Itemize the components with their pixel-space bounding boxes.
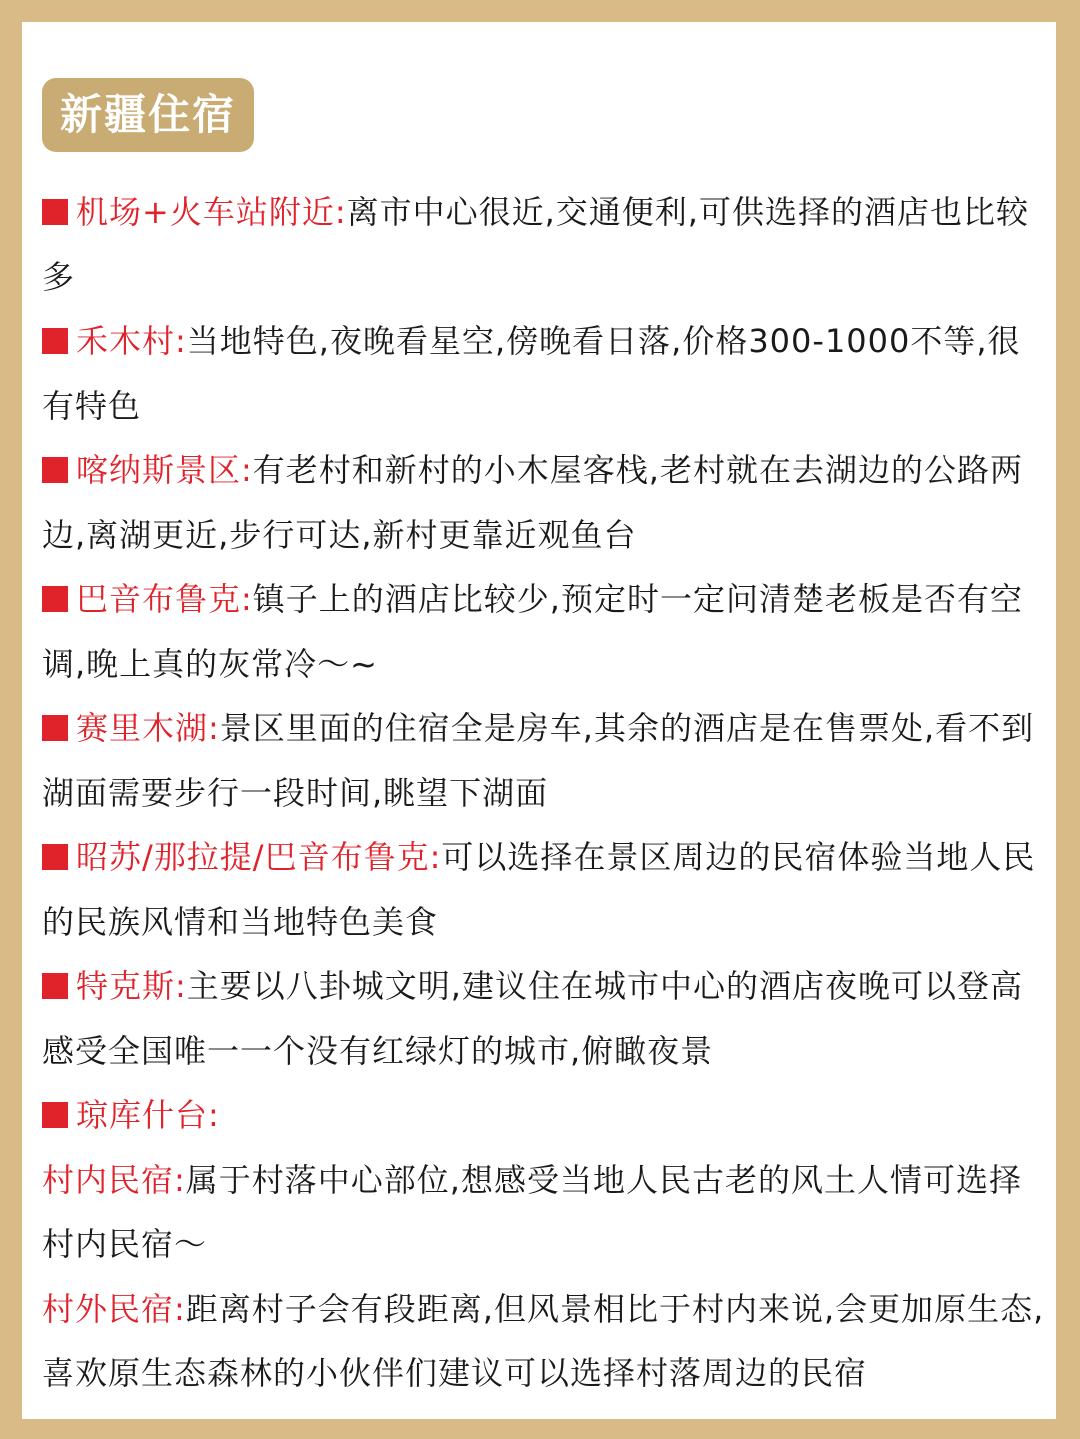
content-card <box>22 22 1056 1419</box>
square-bullet-icon <box>42 457 68 483</box>
entry-label: 机场+火车站附近: <box>76 193 347 231</box>
entry-label: 巴音布鲁克: <box>76 580 253 618</box>
entry-label: 村内民宿: <box>42 1160 186 1199</box>
entry-text: 当地特色,夜晚看星空,傍晚看日落,价格300-1000不等,很有特色 <box>42 322 1021 425</box>
entry-text: 主要以八卦城文明,建议住在城市中心的酒店夜晚可以登高感受全国唯一一个没有红绿灯的城市,俯瞰夜景 <box>42 967 1023 1070</box>
entry-label: 禾木村: <box>76 322 187 360</box>
square-bullet-icon <box>42 1102 68 1128</box>
lodging-entry <box>42 567 1052 696</box>
square-bullet-icon <box>42 973 68 999</box>
entry-text: 镇子上的酒店比较少,预定时一定问清楚老板是否有空调,晚上真的灰常冷～~ <box>42 580 1023 683</box>
entry-label: 昭苏/那拉提/巴音布鲁克: <box>76 838 442 876</box>
lodging-entry <box>42 438 1052 567</box>
entry-label: 村外民宿: <box>42 1289 186 1328</box>
lodging-entry <box>42 1148 1052 1277</box>
lodging-entry <box>42 954 1052 1083</box>
lodging-entry <box>42 1083 1052 1148</box>
square-bullet-icon <box>42 586 68 612</box>
entry-text: 可以选择在景区周边的民宿体验当地人民的民族风情和当地特色美食 <box>42 838 1036 941</box>
entry-text: 离市中心很近,交通便利,可供选择的酒店也比较多 <box>42 193 1029 296</box>
lodging-entry <box>42 309 1052 438</box>
entry-text: 属于村落中心部位,想感受当地人民古老的风土人情可选择村内民宿～ <box>42 1160 1022 1263</box>
page-title: 新疆住宿 <box>42 78 254 152</box>
square-bullet-icon <box>42 715 68 741</box>
square-bullet-icon <box>42 844 68 870</box>
lodging-entry <box>42 1277 1052 1406</box>
square-bullet-icon <box>42 328 68 354</box>
entry-label: 赛里木湖: <box>76 709 220 747</box>
lodging-entry <box>42 825 1052 954</box>
lodging-entry <box>42 180 1052 309</box>
lodging-list <box>42 180 1052 1406</box>
square-bullet-icon <box>42 199 68 225</box>
entry-label: 琼库什台: <box>76 1096 220 1134</box>
entry-text: 距离村子会有段距离,但风景相比于村内来说,会更加原生态,喜欢原生态森林的小伙伴们建议可以选择村落周边的民宿 <box>42 1289 1045 1392</box>
entry-text: 有老村和新村的小木屋客栈,老村就在去湖边的公路两边,离湖更近,步行可达,新村更靠近观鱼台 <box>42 451 1023 554</box>
entry-label: 特克斯: <box>76 967 187 1005</box>
lodging-entry <box>42 696 1052 825</box>
entry-text: 景区里面的住宿全是房车,其余的酒店是在售票处,看不到湖面需要步行一段时间,眺望下湖面 <box>42 709 1035 812</box>
entry-label: 喀纳斯景区: <box>76 451 253 489</box>
